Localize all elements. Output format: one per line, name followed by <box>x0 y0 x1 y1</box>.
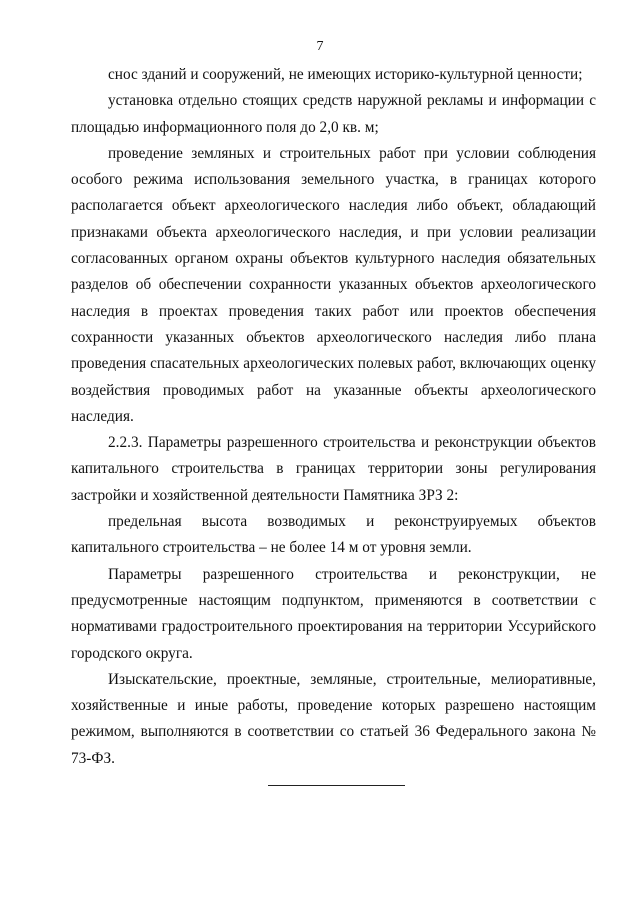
paragraph-advertising: установка отдельно стоящих средств наружной рекламы и информации с площадью информационного поля до 2,0 кв. м; <box>71 92 596 136</box>
paragraph-survey-works: Изыскательские, проектные, земляные, строительные, мелиоративные, хозяйственные и иные работы, проведение которых разрешено настоящим режимом, выполняются в соответствии со статьей 36 Федерального закона № 73-ФЗ. <box>71 670 596 767</box>
paragraph-other-parameters: Параметры разрешенного строительства и реконструкции, не предусмотренные настоящим подпунктом, применяются в соответствии с нормативами градостроительного проектирования на территории Уссурийского городского округа. <box>71 565 596 662</box>
paragraph-section-2-2-3: 2.2.3. Параметры разрешенного строительства и реконструкции объектов капитального строительства в границах территории зоны регулирования застройки и хозяйственной деятельности Памятника ЗРЗ 2: <box>71 434 596 504</box>
document-body <box>71 62 596 772</box>
page-number: 7 <box>316 39 324 54</box>
paragraph-height-limit: предельная высота возводимых и реконструируемых объектов капитального строительства – не более 14 м от уровня земли. <box>71 513 596 557</box>
closing-rule <box>268 785 405 786</box>
paragraph-demolition: снос зданий и сооружений, не имеющих историко-культурной ценности; <box>108 66 583 83</box>
paragraph-earthworks: проведение земляных и строительных работ при условии соблюдения особого режима использования земельного участка, в границах которого располагается объект археологического наследия либо объект, обладающий признаками объекта археологического наследия, и при условии реализации согласованных органом охраны объектов культурного наследия обязательных разделов об обеспечении сохранности указанных объектов археологического наследия в проектах проведения таких работ или проектов обеспечения сохранности указанных объектов археологического наследия либо плана проведения спасательных археологических полевых работ, включающих оценку воздействия проводимых работ на указанные объекты археологического наследия. <box>71 144 596 425</box>
